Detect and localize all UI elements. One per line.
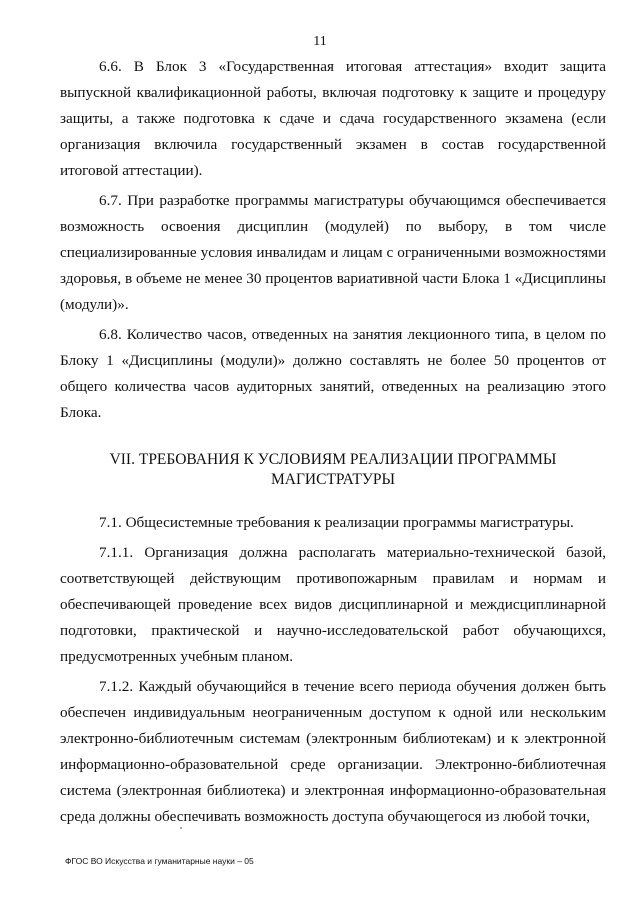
section-heading [60, 450, 606, 490]
page-footer: ФГОС ВО Искусства и гуманитарные науки – 05 [65, 856, 254, 866]
section-heading-line-2: МАГИСТРАТУРЫ [271, 471, 395, 488]
paragraph-7-1: 7.1. Общесистемные требования к реализации программы магистратуры. [99, 514, 574, 531]
paragraph-6-6: 6.6. В Блок 3 «Государственная итоговая аттестация» входит защита выпускной квалификационной работы, включая подготовку к защите и процедуру защиты, а также подготовка к сдаче и сдача государственного экзамена (если организация включила государственный экзамен в состав государственной итоговой аттестации). [60, 58, 606, 179]
paragraph-7-1-1: 7.1.1. Организация должна располагать материально-технической базой, соответствующей действующим противопожарным правилам и нормам и обеспечивающей проведение всех видов дисциплинарной и междисциплинарной подготовки, практической и научно-исследовательской работ обучающихся, предусмотренных учебным планом. [60, 544, 606, 665]
document-body [60, 54, 606, 834]
paragraph-7-1-2: 7.1.2. Каждый обучающийся в течение всего периода обучения должен быть обеспечен индивидуальным неограниченным доступом к одной или нескольким электронно-библиотечным системам (электронным библиотекам) и к электронной информационно-образовательной среде организации. Электронно-библиотечная система (электронная библиотека) и электронная информационно-образовательная среда должны обеспечивать возможность доступа обучающегося из любой точки, [60, 678, 606, 825]
page-number: 11 [313, 34, 327, 49]
paragraph-6-8: 6.8. Количество часов, отведенных на занятия лекционного типа, в целом по Блоку 1 «Дисциплины (модули)» должно составлять не более 50 процентов от общего количества часов аудиторных занятий, отведенных на реализацию этого Блока. [60, 326, 606, 421]
section-heading-line-1: VII. ТРЕБОВАНИЯ К УСЛОВИЯМ РЕАЛИЗАЦИИ ПРОГРАММЫ [109, 451, 557, 468]
scan-speck [180, 827, 182, 829]
paragraph-6-7: 6.7. При разработке программы магистратуры обучающимся обеспечивается возможность освоения дисциплин (модулей) по выбору, в том числе специализированные условия инвалидам и лицам с ограниченными возможностями здоровья, в объеме не менее 30 процентов вариативной части Блока 1 «Дисциплины (модули)». [60, 192, 606, 313]
